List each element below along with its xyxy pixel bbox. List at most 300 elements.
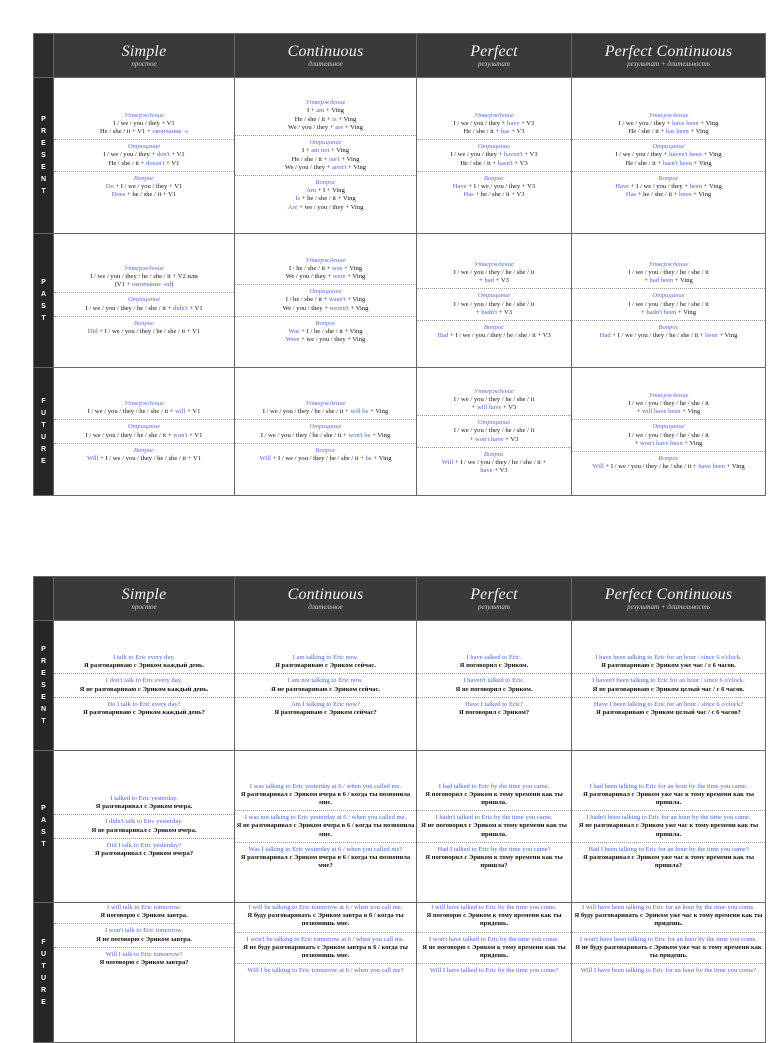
example-pair (417, 653, 571, 671)
example-pair (54, 814, 234, 835)
neg-label: Отрицание (309, 288, 342, 296)
side-letter: F (41, 397, 46, 405)
formula-line: Does + he / she / it + V1 (111, 191, 177, 199)
example-en: I didn't talk to Eric yesterday. (105, 818, 183, 826)
example-en: I won't have talked to Eric by the time you come. (429, 935, 559, 943)
affirm-label: Утверждение (305, 99, 346, 107)
neg-block (235, 284, 416, 314)
quest-label: Вопрос (315, 446, 336, 454)
example-en: I have talked to Eric. (466, 653, 522, 661)
example-ru: Я разговаривал с Эриком уже час к тому времени как ты пришла? (582, 854, 755, 870)
quest-label: Вопрос (483, 323, 505, 331)
formula-line: Are + we / you / they + Ving (287, 203, 364, 211)
example-ru: Я не разговариваю с Эриком целый час / с 6 часов. (592, 685, 745, 693)
affirm-block (417, 387, 571, 414)
formula-line: + won't have been + Ving (634, 439, 703, 447)
formula-line: He / she / it + has been + Ving (628, 127, 709, 135)
side-letter: S (41, 302, 46, 310)
header-subtitle: длительное (308, 59, 343, 68)
formula-line: Did + I / we / you / they / he / she / it + V1 (87, 328, 201, 335)
example-future-continuous (235, 903, 417, 1043)
row-future-examples (34, 903, 766, 1043)
example-ru: Я поговорю с Эриком завтра. (100, 912, 188, 920)
formula-line: I / we / you / they / he / she / it (453, 268, 535, 276)
formula-line: I + am not + Ving (301, 147, 350, 155)
example-ru: Я разговаривал с Эриком вчера. (95, 803, 193, 811)
example-pair (235, 810, 416, 840)
example-pair (417, 903, 571, 930)
example-en: I will talk to Eric tomorrow. (107, 904, 181, 911)
example-pair (417, 673, 571, 694)
example-en: Do I talk to Eric every day? (107, 700, 181, 708)
side-letter: P (41, 278, 46, 286)
example-en: I was not talking to Eric yesterday at 6 / when you called me. (244, 814, 407, 822)
header-title: Perfect Continuous (604, 42, 733, 60)
example-pair (417, 932, 571, 962)
side-letter: U (40, 974, 47, 982)
cell-present-continuous (235, 78, 417, 234)
neg-block (572, 288, 765, 318)
header-perfect (417, 34, 572, 78)
formula-line: + had + V3 (479, 277, 509, 285)
formula-line: + will have + V3 (471, 403, 517, 411)
neg-label: Отрицание (652, 143, 685, 151)
header-row (34, 577, 766, 621)
side-label-future (34, 903, 54, 1043)
example-present-perfect (417, 621, 572, 751)
example-ru: Я не разговариваю с Эриком каждый день. (79, 685, 209, 693)
affirm-block (572, 391, 765, 418)
side-label-present (34, 621, 54, 751)
cell-past-continuous (235, 234, 417, 368)
example-en: Have I been talking to Eric for an hour / since 6 o'clock? (593, 700, 744, 708)
quest-label: Вопрос (133, 174, 155, 182)
formula-line: He / she / it + is + Ving (294, 115, 357, 123)
row-future (34, 368, 766, 496)
example-pair (54, 794, 234, 812)
cell-present-perfect-continuous (572, 78, 766, 234)
side-letter: E (41, 998, 46, 1006)
formula-line: Will + I / we / you / they / he / she / it + be + Ving (259, 454, 392, 462)
side-letter: T (41, 187, 46, 195)
affirm-label: Утверждение (648, 391, 689, 399)
cell-future-perfect (417, 368, 572, 496)
side-letter: T (41, 840, 46, 848)
header-corner (34, 34, 54, 78)
formula-line: I / we / you / they / he / she / it (453, 395, 535, 403)
example-present-simple (54, 621, 235, 751)
quest-label: Вопрос (133, 319, 155, 327)
header-subtitle: результат (478, 59, 510, 68)
example-en: I won't be talking to Eric tomorrow at 6 / when you call me. (246, 935, 405, 943)
formula-line: I / we / you / they / he / she / it + didn't + V1 (85, 304, 203, 312)
header-subtitle: простое (131, 602, 157, 611)
affirm-block (54, 399, 234, 417)
header-subtitle: результат + длительность (627, 602, 710, 611)
header-title: Continuous (287, 42, 364, 60)
formula-line: I / we / you / they / he / she / it + V2 или (90, 272, 198, 280)
side-letter: S (41, 151, 46, 159)
quest-label: Вопрос (315, 178, 336, 186)
affirm-block (235, 98, 416, 133)
example-ru: Я разговариваю с Эриком сейчас? (274, 708, 377, 716)
example-en: I will have talked to Eric by the time you come. (431, 904, 557, 911)
example-pair (417, 782, 571, 809)
cell-present-perfect (417, 78, 572, 234)
example-pair (54, 673, 234, 694)
side-letter: R (40, 127, 47, 135)
example-pair (572, 782, 765, 809)
quest-label: Вопрос (315, 319, 336, 327)
example-ru: Я не разговариваю с Эриком сейчас. (270, 685, 381, 693)
header-perfect-continuous (572, 34, 766, 78)
affirm-block (417, 111, 571, 138)
example-en: I haven't been talking to Eric for an hour / since 6 o'clock. (592, 677, 745, 685)
example-ru: Я поговорю с Эриком завтра? (99, 959, 189, 967)
affirm-label: Утверждение (123, 264, 165, 272)
affirm-label: Утверждение (123, 111, 165, 119)
neg-label: Отрицание (127, 296, 161, 304)
example-ru: Я не поговорил с Эриком. (455, 685, 533, 693)
formula-line: Has + he / she / it + been + Ving (625, 191, 712, 199)
formula-line: I / we / you / they + don't + V1 (103, 151, 185, 159)
side-letter: E (41, 163, 46, 171)
neg-block (417, 288, 571, 318)
side-letter: A (40, 816, 47, 824)
neg-block (54, 292, 234, 313)
formula-line: We / you / they + weren't + Ving (282, 304, 369, 312)
example-en: Will I have talked to Eric by the time you come? (429, 967, 559, 975)
example-ru: Я разговариваю с Эриком сейчас. (275, 662, 376, 670)
side-letter: N (40, 175, 47, 183)
formula-line: Will + I / we / you / they / he / she / it + (441, 459, 547, 466)
side-letter: F (41, 938, 46, 946)
formula-line: + hadn't + V3 (475, 308, 513, 316)
formula-line: I + am + Ving (307, 107, 344, 115)
example-ru: Я разговаривал с Эриком вчера? (94, 849, 194, 857)
quest-block (417, 171, 571, 201)
example-en: Had I talked to Eric by the time you came? (437, 845, 551, 853)
example-pair (417, 810, 571, 840)
header-perfect-continuous (572, 577, 766, 621)
example-en: I won't talk to Eric tomorrow. (104, 927, 184, 935)
header-title: Perfect Continuous (604, 585, 733, 603)
example-present-perfect-continuous (572, 621, 766, 751)
side-letter: T (41, 962, 46, 970)
side-label-past (34, 751, 54, 903)
affirm-block (572, 260, 765, 287)
example-pair (417, 842, 571, 872)
neg-label: Отрицание (477, 143, 511, 151)
affirm-label: Утверждение (305, 399, 346, 407)
formula-line: I / we / you / they / he / she / it + won't be + Ving (260, 431, 391, 439)
example-ru: Я буду разговаривать с Эриком уже час к тому времени как ты придешь. (574, 912, 763, 928)
example-pair (235, 903, 416, 930)
side-letter: U (40, 409, 47, 417)
formula-line: He / she / it + has + V3 (463, 127, 525, 135)
formula-line: He / she / it + hasn't + V3 (460, 159, 528, 167)
header-subtitle: длительное (308, 602, 343, 611)
example-en: I haven't talked to Eric. (463, 677, 525, 685)
example-en: Did I talk to Eric yesterday? (106, 841, 182, 849)
example-ru: Я разговариваю с Эриком каждый день. (83, 662, 205, 670)
row-present-examples (34, 621, 766, 751)
neg-label: Отрицание (477, 419, 511, 427)
header-perfect (417, 577, 572, 621)
formula-line: Will + I / we / you / they / he / she / it + V1 (86, 454, 202, 462)
example-pair (54, 923, 234, 944)
example-ru: Я не разговаривал с Эриком вчера. (91, 826, 197, 834)
example-past-simple (54, 751, 235, 903)
example-en: Was I talking to Eric yesterday at 6 / when you called me? (248, 845, 403, 853)
example-en: I will be talking to Eric tomorrow at 6 / when you call me. (248, 904, 403, 911)
formula-line: I / we / you / they + V1 (113, 119, 175, 127)
example-pair (235, 697, 416, 718)
side-letter: T (41, 421, 46, 429)
formula-line: Has + he / she / it + V3 (463, 191, 525, 199)
example-pair (54, 903, 234, 921)
header-title: Simple (121, 42, 167, 60)
affirm-label: Утверждение (123, 399, 165, 407)
formula-line: + will have been + Ving (636, 408, 701, 416)
example-en: I hadn't talked to Eric by the time you came. (435, 814, 553, 822)
header-simple (54, 577, 235, 621)
quest-label: Вопрос (658, 174, 679, 182)
example-pair (235, 963, 416, 976)
quest-block (417, 320, 571, 341)
side-letter: E (41, 139, 46, 147)
formula-line: have + V3 (480, 467, 508, 475)
side-letter: E (41, 669, 46, 677)
example-pair (417, 963, 571, 976)
example-present-continuous (235, 621, 417, 751)
side-letter: P (41, 804, 46, 812)
formula-line: I / we / you / they + haven't been + Ving (615, 151, 722, 159)
side-label-past (34, 234, 54, 368)
affirm-block (417, 260, 571, 287)
header-subtitle: результат (478, 602, 510, 611)
example-en: I won't have been talking to Eric for an hour by the time you come. (579, 935, 758, 943)
example-ru: Я не буду разговаривать с Эриком завтра в 6 / когда ты позвонишь мне. (243, 943, 408, 960)
side-letter: S (41, 828, 46, 836)
cell-past-perfect-continuous (572, 234, 766, 368)
side-letter: A (40, 290, 47, 298)
side-letter: R (40, 986, 47, 994)
example-en: Have I talked to Eric? (465, 700, 523, 708)
quest-block (54, 443, 234, 464)
example-en: Will I be talking to Eric tomorrow at 6 / when you call me? (247, 967, 404, 975)
cell-past-perfect (417, 234, 572, 368)
example-en: I am talking to Eric now. (292, 653, 359, 661)
formula-line: He / she / it + hasn't been + Ving (625, 159, 712, 167)
example-ru: Я не разговаривал с Эриком вчера в 6 / когда ты позвонила мне. (236, 822, 415, 838)
affirm-block (235, 399, 416, 417)
example-ru: Я не поговорил с Эриком к тому времени как ты пришла. (421, 822, 567, 838)
neg-label: Отрицание (309, 139, 342, 147)
example-en: I had talked to Eric by the time you came. (438, 782, 550, 790)
example-pair (572, 903, 765, 930)
neg-label: Отрицание (309, 423, 342, 431)
formula-line: I / we / you / they / he / she / it (453, 300, 535, 308)
formula-line: I / we / you / they / he / she / it (628, 399, 709, 407)
example-pair (235, 673, 416, 694)
example-pair (235, 842, 416, 872)
example-pair (572, 932, 765, 962)
header-simple (54, 34, 235, 78)
side-letter: N (40, 705, 47, 713)
example-ru: Я поговорил с Эриком к тому времени как ты пришла? (425, 854, 563, 870)
formula-line: I / we / you / they / he / she / it (628, 300, 709, 308)
example-pair (54, 838, 234, 859)
formula-line: We / you / they + were + Ving (285, 272, 366, 280)
formula-line: Will + I / we / you / they / he / she / it + have been + Ving (592, 463, 745, 471)
side-letter: S (41, 681, 46, 689)
neg-block (572, 139, 765, 169)
affirm-label: Утверждение (305, 256, 346, 264)
formula-line: Is + he / she / it + Ving (295, 195, 356, 203)
example-past-perfect-continuous (572, 751, 766, 903)
example-en: I hadn't been talking to Eric for an hour by the time you came. (586, 814, 751, 822)
quest-block (54, 171, 234, 201)
header-subtitle: простое (131, 59, 157, 68)
formula-line: I / we / you / they / he / she / it (628, 431, 709, 439)
example-ru: Я поговорил с Эриком к тому времени как ты пришла. (425, 790, 563, 806)
example-pair (54, 653, 234, 671)
formula-line: Do + I / we / you / they + V1 (105, 183, 183, 190)
side-letter: T (41, 314, 46, 322)
quest-label: Вопрос (658, 323, 679, 331)
header-title: Continuous (287, 585, 364, 603)
quest-block (54, 316, 234, 337)
row-past (34, 234, 766, 368)
example-en: Will I talk to Eric tomorrow? (105, 950, 183, 958)
header-subtitle: результат + длительность (627, 59, 710, 68)
side-letter: R (40, 445, 47, 453)
cell-future-perfect-continuous (572, 368, 766, 496)
quest-block (235, 443, 416, 464)
example-pair (572, 653, 765, 671)
quest-block (572, 171, 765, 201)
example-en: I will have been talking to Eric for an hour by the time you come. (581, 904, 756, 911)
formula-line: + won't have + V3 (469, 435, 519, 443)
header-row (34, 34, 766, 78)
formula-line: Have + I / we / you / they + V3 (452, 183, 536, 190)
example-en: I had been talking to Eric for an hour by the time you came. (589, 782, 748, 790)
header-title: Simple (121, 585, 167, 603)
affirm-label: Утверждение (473, 111, 515, 119)
affirm-label: Утверждение (473, 260, 515, 268)
example-ru: Я разговаривал с Эриком вчера в 6 / когда ты позвонила мне. (240, 790, 411, 806)
formula-line: I / we / you / they + have been + Ving (618, 119, 719, 127)
neg-block (235, 419, 416, 440)
formula-line: He / she / it + doesn't + V1 (108, 159, 180, 167)
example-pair (235, 782, 416, 809)
quest-label: Вопрос (483, 450, 505, 458)
affirm-label: Утверждение (648, 260, 689, 268)
example-en: Had I been talking to Eric for an hour by the time you came? (588, 845, 749, 853)
quest-label: Вопрос (483, 174, 505, 182)
example-ru: Я разговаривал с Эриком вчера в 6 / когда ты позвонила мне? (240, 854, 411, 870)
example-pair (235, 932, 416, 962)
example-pair (235, 653, 416, 671)
quest-label: Вопрос (133, 446, 155, 454)
formula-line: I / we / you / they + haven't + V3 (450, 151, 538, 159)
formula-line: I / we / you / they + have + V3 (453, 119, 535, 127)
example-pair (572, 810, 765, 840)
example-future-simple (54, 903, 235, 1043)
example-pair (54, 697, 234, 718)
formula-line: I / we / you / they / he / she / it (453, 427, 535, 435)
side-letter: P (41, 115, 46, 123)
example-pair (572, 673, 765, 694)
row-present (34, 78, 766, 234)
example-future-perfect (417, 903, 572, 1043)
neg-label: Отрицание (477, 292, 511, 300)
example-future-perfect-continuous (572, 903, 766, 1043)
example-ru: Я поговорю с Эриком к тому времени как ты придешь. (426, 912, 562, 928)
side-letter: T (41, 717, 46, 725)
affirm-block (54, 111, 234, 138)
formula-line: I / he / she / it + wasn't + Ving (285, 296, 366, 304)
example-ru: Я буду разговаривать с Эриком завтра в 6 / когда ты позвонишь мне. (247, 912, 404, 928)
neg-block (417, 139, 571, 169)
formula-line: He / she / it + V1 + окончание -s (99, 127, 188, 135)
quest-block (235, 316, 416, 346)
example-en: I was talking to Eric yesterday at 6 / when you called me. (249, 782, 402, 790)
example-ru: Я поговорил с Эриком? (458, 708, 530, 716)
example-pair (572, 842, 765, 872)
cell-future-simple (54, 368, 235, 496)
example-ru: Я разговаривал с Эриком уже час к тому времени как ты пришла. (582, 790, 755, 806)
affirm-block (235, 256, 416, 283)
affirm-block (54, 264, 234, 291)
affirm-block (572, 111, 765, 138)
neg-label: Отрицание (127, 423, 161, 431)
formula-line: We / you / they + are + Ving (288, 123, 363, 131)
example-ru: Я не буду разговаривать с Эриком уже час к тому времени как ты придешь. (575, 943, 762, 960)
neg-block (572, 419, 765, 449)
side-label-future (34, 368, 54, 496)
cell-future-continuous (235, 368, 417, 496)
formula-line: Were + we / you / they + Ving (285, 336, 366, 344)
affirm-label: Утверждение (473, 387, 515, 395)
side-letter: R (40, 657, 47, 665)
neg-label: Отрицание (652, 292, 685, 300)
example-ru: Я не поговорю с Эриком к тому времени как ты придешь. (422, 943, 566, 960)
formula-line: Am + I + Ving (306, 187, 345, 195)
formula-line: I / he / she / it + was + Ving (288, 264, 363, 272)
example-ru: Я не поговорю с Эриком завтра. (96, 935, 192, 943)
formula-line: Was + I / he / she / it + Ving (288, 328, 363, 335)
header-corner (34, 577, 54, 621)
example-ru: Я разговариваю с Эриком уже час / с 6 часов. (601, 662, 736, 670)
affirm-label: Утверждение (648, 111, 689, 119)
quest-block (572, 320, 765, 341)
formula-line: He / she / it + isn't + Ving (291, 155, 360, 163)
header-continuous (235, 577, 417, 621)
neg-block (54, 139, 234, 169)
formula-line: Had + I / we / you / they / he / she / it + been + Ving (599, 332, 738, 340)
example-en: Will I have been talking to Eric for an hour by the time you come? (580, 967, 757, 975)
row-past-examples (34, 751, 766, 903)
example-ru: Я разговариваю с Эриком каждый день? (83, 708, 205, 716)
header-title: Perfect (470, 42, 518, 60)
quest-label: Вопрос (658, 454, 679, 462)
formula-line: We / you / they + aren't + Ving (284, 163, 367, 171)
side-label-present (34, 78, 54, 234)
example-pair (54, 947, 234, 968)
cell-present-simple (54, 78, 235, 234)
